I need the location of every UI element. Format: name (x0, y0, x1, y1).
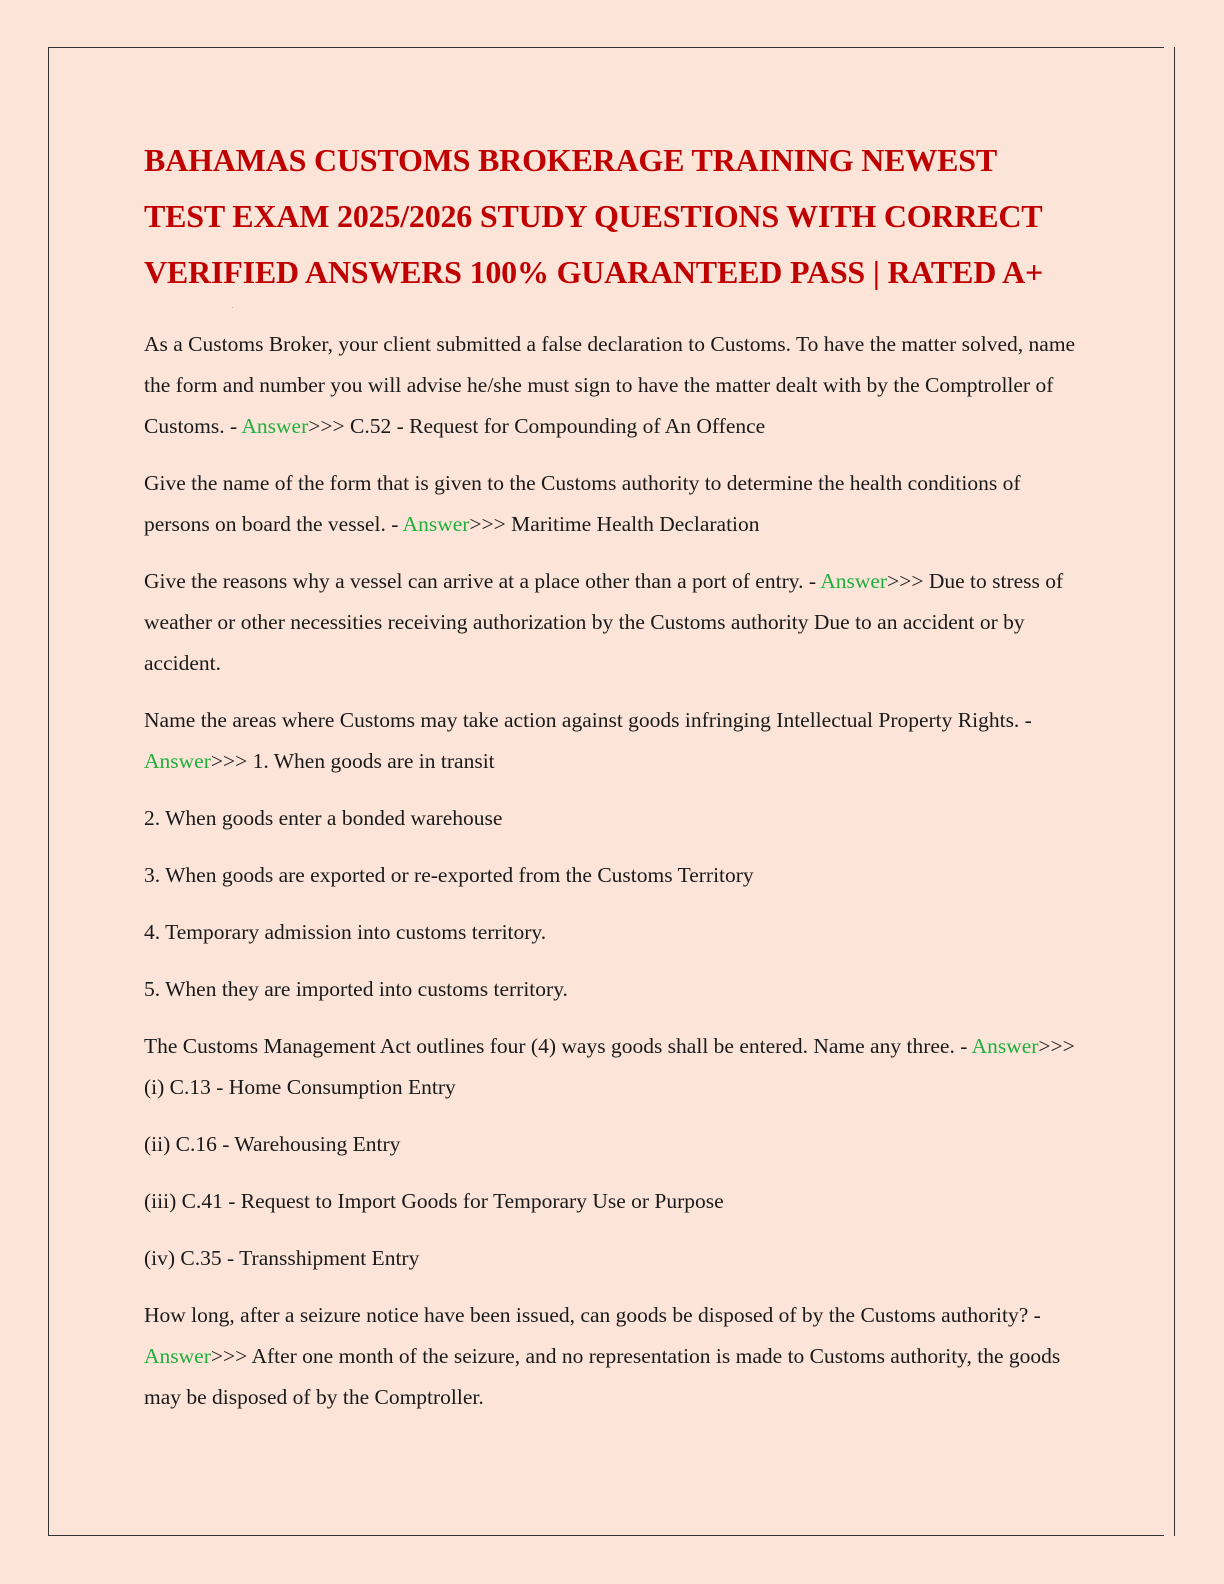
answer-text: >>> Maritime Health Declaration (469, 512, 760, 536)
question-text: Give the name of the form that is given to the Customs authority to determine the health conditions of persons on board the vessel. - (144, 471, 1021, 536)
qa-item-1 (144, 324, 1084, 447)
document-title: BAHAMAS CUSTOMS BROKERAGE TRAINING NEWEST TEST EXAM 2025/2026 STUDY QUESTIONS WITH CORRECT VERIFIED ANSWERS 100% GUARANTEED PASS | RATED A+ (144, 142, 1044, 290)
list-item: 4. Temporary admission into customs territory. (144, 920, 547, 944)
answer-label: Answer (241, 414, 309, 438)
answer-label: Answer (144, 1344, 211, 1368)
list-item: 5. When they are imported into customs territory. (144, 977, 568, 1001)
qa-item-5 (144, 1026, 1084, 1108)
list-item: 3. When goods are exported or re-exported from the Customs Territory (144, 863, 754, 887)
document-body (144, 132, 1084, 1418)
qa-item-2 (144, 463, 1084, 545)
qa-item-4 (144, 700, 1084, 782)
list-item: (iv) C.35 - Transshipment Entry (144, 1246, 420, 1270)
answer-label: Answer (820, 569, 888, 593)
list-item: 2. When goods enter a bonded warehouse (144, 806, 503, 830)
list-item: (iii) C.41 - Request to Import Goods for Temporary Use or Purpose (144, 1189, 724, 1213)
stray-dot: . (232, 304, 234, 310)
answer-label: Answer (971, 1034, 1039, 1058)
answer-text: >>> Due to stress of weather or other necessities receiving authorization by the Customs authority Due to an accident or by accident. (144, 569, 1064, 675)
question-text: Give the reasons why a vessel can arrive at a place other than a port of entry. - (144, 569, 821, 593)
page-border-right (1174, 47, 1175, 1536)
answer-text: >>> C.52 - Request for Compounding of An Offence (308, 414, 766, 438)
list-item: (ii) C.16 - Warehousing Entry (144, 1132, 401, 1156)
question-text: As a Customs Broker, your client submitted a false declaration to Customs. To have the matter solved, name the form and number you will advise he/she must sign to have the matter dealt with by the Comptroller of Customs. - (144, 332, 1076, 438)
question-text: How long, after a seizure notice have been issued, can goods be disposed of by the Customs authority? - (144, 1303, 1041, 1327)
qa-item-3 (144, 561, 1084, 684)
answer-text: >>> 1. When goods are in transit (210, 749, 495, 773)
answer-label: Answer (402, 512, 470, 536)
question-text: The Customs Management Act outlines four (4) ways goods shall be entered. Name any three. - (144, 1034, 972, 1058)
question-text: Name the areas where Customs may take action against goods infringing Intellectual Property Rights. - (144, 708, 1032, 732)
answer-text: >>> After one month of the seizure, and no representation is made to Customs authority, the goods may be disposed of by the Comptroller. (144, 1344, 1061, 1409)
qa-item-6 (144, 1295, 1084, 1418)
answer-text: >>> (i) C.13 - Home Consumption Entry (144, 1034, 1075, 1099)
answer-label: Answer (144, 749, 211, 773)
